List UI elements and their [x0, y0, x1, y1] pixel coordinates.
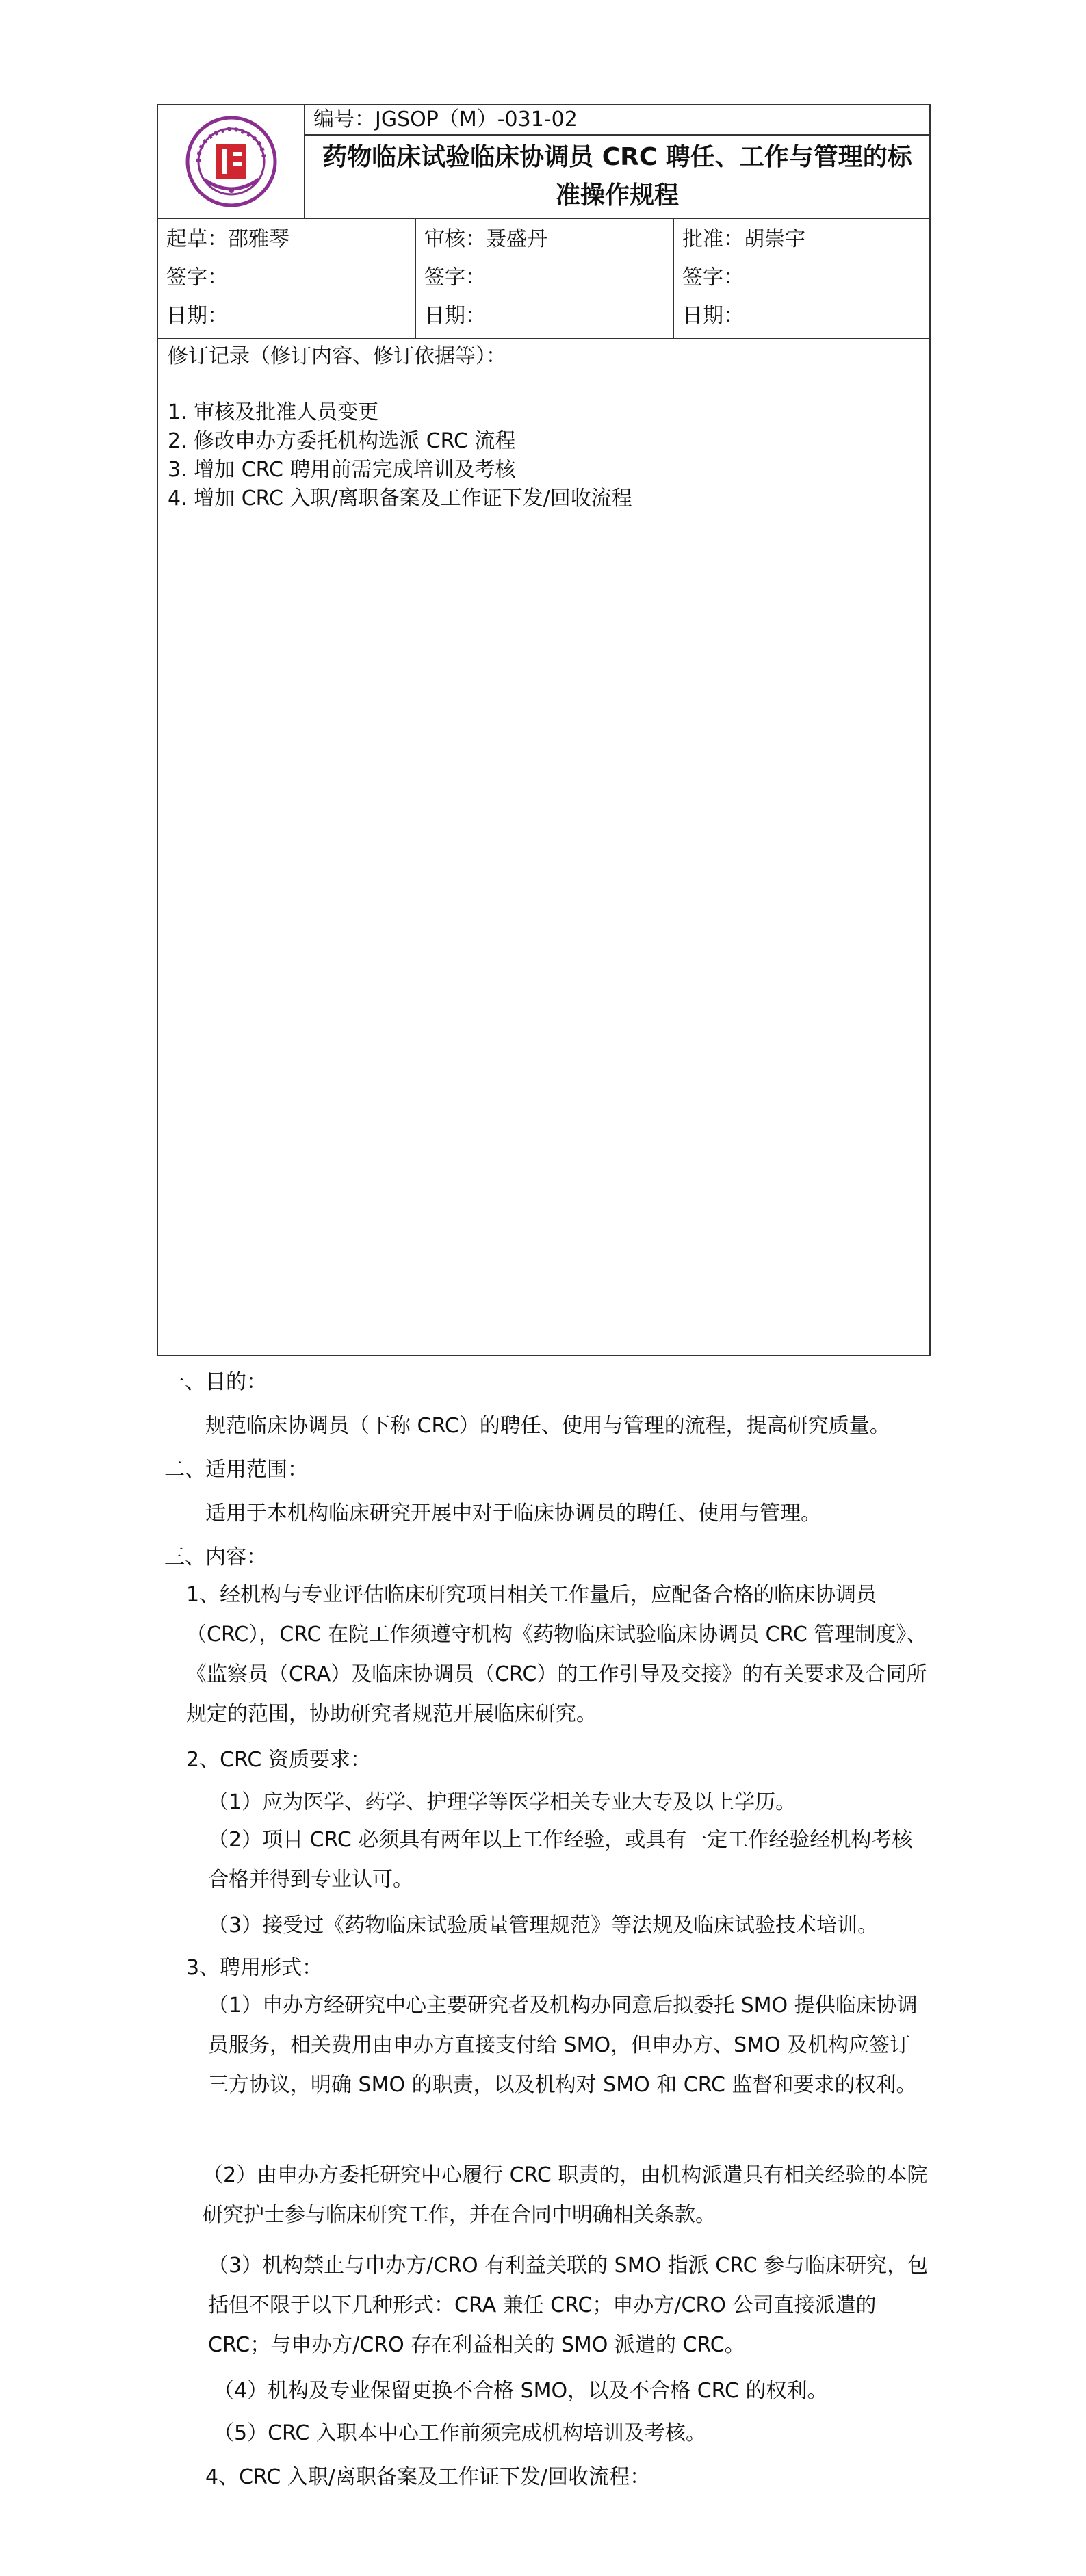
onboarding-title: 4、CRC 入职/离职备案及工作证下发/回收流程：	[205, 2465, 651, 2489]
document-code: 编号：JGSOP（M）-031-02	[305, 105, 929, 136]
employment-2: （2）由申办方委托研究中心履行 CRC 职责的，由机构派遣具有相关经验的本院研究护士参与临床研究工作，并在合同中明确相关条款。	[203, 2163, 928, 2227]
revision-record	[158, 339, 929, 1355]
employment-3: （3）机构禁止与申办方/CRO 有利益关联的 SMO 指派 CRC 参与临床研究，包括但不限于以下几种形式：CRA 兼任 CRC；申办方/CRO 公司直接派遣的 CRC；与申办方/CRO 存在利益相关的 SMO 派遣的 CRC。	[208, 2254, 929, 2357]
approver-date: 日期：	[682, 304, 744, 328]
approver-label: 批准：胡崇宇	[682, 227, 805, 251]
revision-item: 3. 增加 CRC 聘用前需完成培训及考核	[168, 458, 516, 482]
qualification-1: （1）应为医学、药学、护理学等医学相关专业大专及以上学历。	[208, 1790, 797, 1814]
signature-row	[158, 219, 929, 339]
reviewer-label: 审核：聂盛丹	[424, 227, 547, 251]
sop-header-table	[157, 104, 931, 1356]
drafter-sign: 签字：	[166, 266, 228, 289]
qualification-title: 2、CRC 资质要求：	[186, 1748, 371, 1772]
drafter-date: 日期：	[166, 304, 228, 328]
reviewer-sign: 签字：	[424, 266, 486, 289]
hospital-seal-logo-icon	[183, 114, 279, 209]
qualification-3: （3）接受过《药物临床试验质量管理规范》等法规及临床试验技术培训。	[208, 1914, 879, 1937]
employment-1: （1）申办方经研究中心主要研究者及机构办同意后拟委托 SMO 提供临床协调员服务，相关费用由申办方直接支付给 SMO，但申办方、SMO 及机构应签订三方协议，明确 SMO 的职责，以及机构对 SMO 和 CRC 监督和要求的权利。	[208, 1994, 918, 2097]
approver-column	[674, 219, 929, 338]
revision-item: 1. 审核及批准人员变更	[168, 400, 379, 424]
revision-heading: 修订记录（修订内容、修订依据等）：	[168, 344, 506, 368]
scope-text: 适用于本机构临床研究开展中对于临床协调员的聘任、使用与管理。	[205, 1502, 821, 1525]
employment-5: （5）CRC 入职本中心工作前须完成机构培训及考核。	[214, 2421, 706, 2445]
approver-sign: 签字：	[682, 266, 744, 289]
reviewer-date: 日期：	[424, 304, 486, 328]
purpose-text: 规范临床协调员（下称 CRC）的聘任、使用与管理的流程，提高研究质量。	[205, 1414, 890, 1438]
revision-item: 2. 修改申办方委托机构选派 CRC 流程	[168, 429, 516, 453]
document-title: 药物临床试验临床协调员 CRC 聘任、工作与管理的标准操作规程	[305, 136, 929, 219]
content-title: 三、内容：	[164, 1545, 267, 1569]
scope-title: 二、适用范围：	[164, 1458, 308, 1482]
purpose-title: 一、目的：	[164, 1370, 267, 1394]
drafter-label: 起草：邵雅琴	[166, 227, 289, 251]
reviewer-column	[416, 219, 674, 338]
logo-cell	[158, 105, 305, 219]
revision-item: 4. 增加 CRC 入职/离职备案及工作证下发/回收流程	[168, 487, 632, 511]
employment-title: 3、聘用形式：	[186, 1956, 323, 1980]
drafter-column	[158, 219, 416, 338]
content-item-1: 1、经机构与专业评估临床研究项目相关工作量后，应配备合格的临床协调员（CRC），CRC 在院工作须遵守机构《药物临床试验临床协调员 CRC 管理制度》、《监察员（CRA）及临床协调员（CRC）的工作引导及交接》的有关要求及合同所规定的范围，协助研究者规范开展临床研究。	[186, 1583, 927, 1726]
qualification-2: （2）项目 CRC 必须具有两年以上工作经验，或具有一定工作经验经机构考核合格并得到专业认可。	[208, 1828, 913, 1892]
employment-4: （4）机构及专业保留更换不合格 SMO，以及不合格 CRC 的权利。	[214, 2379, 828, 2403]
